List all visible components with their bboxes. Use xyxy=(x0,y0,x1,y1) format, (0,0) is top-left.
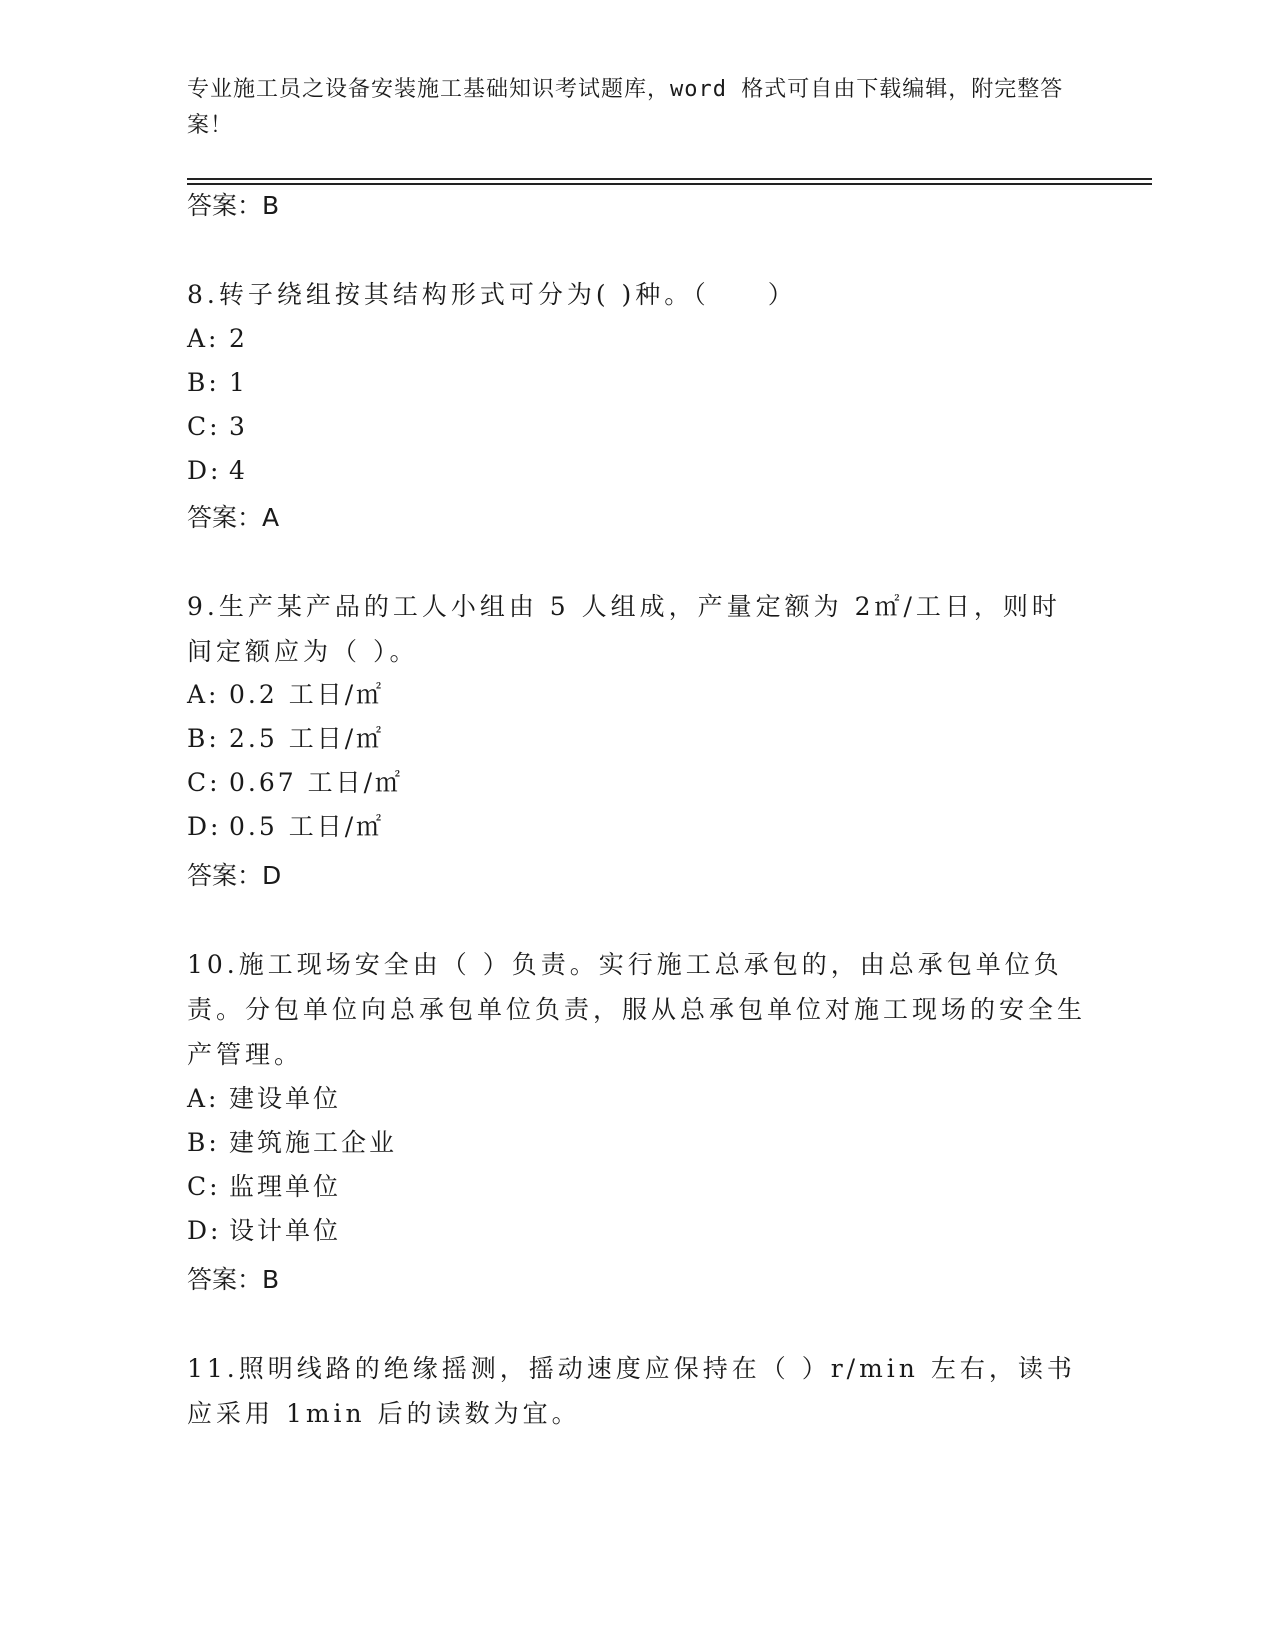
option-key: A: xyxy=(187,680,220,709)
question-9-option-d xyxy=(187,804,384,849)
question-9-option-c xyxy=(187,760,403,805)
option-text: 监理单位 xyxy=(229,1172,342,1201)
option-text: 1 xyxy=(229,368,248,397)
option-key: D: xyxy=(187,1216,222,1245)
question-10-stem: 10.施工现场安全由（ ）负责。实行施工总承包的，由总承包单位负责。分包单位向总承包单位负责，服从总承包单位对施工现场的安全生产管理。 xyxy=(187,950,1087,1069)
question-9-answer: 答案：D xyxy=(187,861,282,890)
question-10-option-d xyxy=(187,1208,341,1253)
question-9-option-a xyxy=(187,672,384,717)
question-8-option-c xyxy=(187,404,248,449)
option-key: B: xyxy=(187,724,220,753)
option-text: 2 xyxy=(229,324,248,353)
question-10-option-b xyxy=(187,1120,397,1165)
previous-answer: 答案：B xyxy=(187,191,280,220)
option-key: B: xyxy=(187,368,220,397)
option-text: 2.5 工日/㎡ xyxy=(229,724,385,753)
option-text: 0.2 工日/㎡ xyxy=(229,680,385,709)
option-key: A: xyxy=(187,324,220,353)
question-8-option-d xyxy=(187,448,248,493)
option-key: C: xyxy=(187,412,221,441)
option-key: B: xyxy=(187,1128,220,1157)
header-divider-top xyxy=(187,178,1152,180)
option-key: A: xyxy=(187,1084,220,1113)
question-8-option-b xyxy=(187,360,248,405)
option-text: 3 xyxy=(229,412,248,441)
option-key: D: xyxy=(187,812,222,841)
option-text: 建筑施工企业 xyxy=(229,1128,398,1157)
option-text: 0.67 工日/㎡ xyxy=(229,768,404,797)
option-text: 设计单位 xyxy=(229,1216,342,1245)
document-header: 专业施工员之设备安装施工基础知识考试题库，word 格式可自由下载编辑，附完整答案！ xyxy=(187,77,1064,138)
question-9-stem: 9.生产某产品的工人小组由 5 人组成，产量定额为 2㎡/工日，则时间定额应为（ ）。 xyxy=(187,592,1061,666)
question-8-answer: 答案：A xyxy=(187,503,280,532)
question-10-option-c xyxy=(187,1164,341,1209)
option-key: D: xyxy=(187,456,222,485)
option-text: 4 xyxy=(229,456,248,485)
question-9-option-b xyxy=(187,716,384,761)
question-10-option-a xyxy=(187,1076,341,1121)
option-text: 0.5 工日/㎡ xyxy=(229,812,385,841)
question-8-option-a xyxy=(187,316,248,361)
option-key: C: xyxy=(187,1172,221,1201)
question-11-stem: 11.照明线路的绝缘摇测，摇动速度应保持在（ ）r/min 左右，读书应采用 1min 后的读数为宜。 xyxy=(187,1354,1076,1428)
header-divider-bottom xyxy=(187,183,1152,185)
question-8-stem: 8.转子绕组按其结构形式可分为( )种。（ ） xyxy=(187,280,797,309)
option-key: C: xyxy=(187,768,221,797)
option-text: 建设单位 xyxy=(229,1084,342,1113)
question-10-answer: 答案：B xyxy=(187,1265,280,1294)
